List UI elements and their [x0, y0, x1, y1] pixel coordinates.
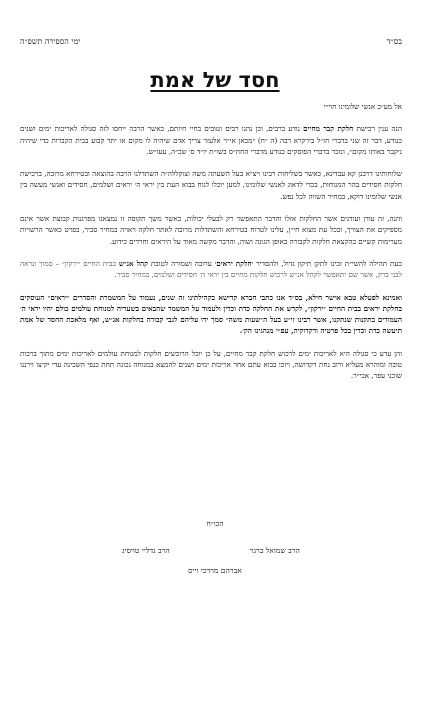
paragraph-3: והנה, זה עודן ועודנים אשר החלקות אזלו והדבר התאפשר רק לבעלי יכולות, כאשר משך תקופה זו נמצאנו מפרגנות קבוצת אשר אינם מספיקים את הצורך, ובכל עת מצוא חי״ן, עלינו לטרוח בטירחא והשתדלות מרובה לאתר חלקה ראויה במחיר סביר, בפרט כאשר הרשויות מערימות קשיים בהקצאת חלקות לקבורה באופן הגונה ושוה, והדבר מקשה מאוד על היראים וחרדים כידוע. — [20, 214, 402, 246]
signature-left: הרב גדליי טויסיג — [122, 546, 170, 555]
letter-body — [20, 101, 402, 393]
paragraph-4-pre: כעת תהילה להשי״ת זכינו לתקן תיקון גדול, ולהסדיר — [253, 258, 402, 268]
paragraph-5: ואמינא לפעלא טבא אישר חילא, בס״ד אנו כתבי חברא קדישא בקהילתינו זה שנים, נעמוד על המשמרת והסדרים ״יראים״ העוסקים בחלקת יראים בבית החיים ״ירקון״, לקדש את החלקה כדת וכדין ולעמוד על המשמר שהבאים בשעריה למנוחת עולמים כולם יהיו יראי ה׳ העמודים בתקנות שנתקנו, אשר רבינו זי״ע בעל ה״שעות משה״ סמך ידו עליהם לגבי קבורה בחלקות אנ״ש, ואף מלאכת החסד של אמת תיעשה כדת וכדין בכל פרטיה ודקדוקיה, עפ״י מנהגינו הק׳. — [20, 292, 402, 336]
paragraph-4-bold2: קהל אנ״ש — [118, 258, 149, 268]
paragraph-1-bold: חלקת קבר מחיים — [303, 124, 354, 134]
signature-right: הרב שמואל ברגר — [249, 546, 300, 555]
paragraph-2: שלוחותינו דרבנן קא עבדינא, כאשר בשליחות רבינו ויצ״א בעל השעתה משה וצוקללה״ה השתדלנו הרבה בהוצאה ובטירחא מרובה, ברכישת חלקות חסידים בהר המנוחות, בכדי לדאוג לאנשי שלומינו, למען יוכלו לנוח בבוא העת בין יראי ה׳ יראים ושלמים, חסידים ואנשי מעשה בין אנשי שלומינו דוקא, במחיר השווה לכל נפש. — [20, 169, 402, 201]
signature-row — [20, 546, 402, 555]
paragraph-1 — [20, 123, 402, 157]
bsd-mark: בס״ד — [386, 37, 402, 46]
signature-center: אברהם מרדכי וייס — [188, 566, 242, 575]
paragraph-4-grey: בבית החיים ״ירקון״ – סמוך ונראה לבני ברק, אשר שם יתאפשר לקהל אנ״ש לרכוש חלקות מחיים בין יראי ה׳ חסידים ושלמים, במחיר סביר. — [20, 258, 402, 280]
header-row — [20, 37, 402, 47]
page-title: חסד של אמת — [150, 68, 280, 92]
paragraph-1-post: נודע ברבים, וכן נהגו רבים וטובים בחיי חיותם, כאשר הרבה ייחסו לזה סגולה לאריכות ימים ושנים כנודע, דבר זה שני בדברי חז״ל בירקרא רבה (ה ״ח) ״מכאן אי״ר אלעזר צריך אדם שיהיה לו מקום או יתד קבוע בבית הקברות כדי שיהיה ניקבר באותו מקום״, ונזכר בדברי הפוסקים כנודע מדברי החת״ס בשו״ת יו״ד ס׳ שכ״ה, עעו״ש. — [20, 124, 402, 156]
addressee-line: אל מע״כ אנשי שלומינו חוי״י — [323, 102, 402, 111]
paragraph-4-bold: ׳חלקת יראים׳ — [214, 258, 254, 268]
paragraph-4 — [20, 258, 402, 281]
paragraph-4-mid: ערוכה ושמורה לטובת — [148, 258, 215, 268]
paragraph-6: והן עדע כי סגולה היא לאריכות ימים לרכוש חלקת קבר מחיים, על כן יוכל הרוכשים חלקות למנוחת עולמים לאריכות ימים מתוך ברכות טובה ומוהרא מעליא ורוב נחת דקדושה, ויזכו בבוא עתם אחר אריכות ימים ושנים להמצא במנוחה נכונה תחת כנפי השכינה עדי יקיצו וירננו שוכני עפר, אכי״ר. — [20, 348, 402, 381]
title-wrap — [0, 68, 430, 92]
closing-line: הכו״ח — [206, 519, 224, 528]
header-date: ימי הספירה תשפ״ה — [20, 37, 81, 46]
paragraph-1-pre: הנה ענין רכישת — [353, 124, 402, 134]
